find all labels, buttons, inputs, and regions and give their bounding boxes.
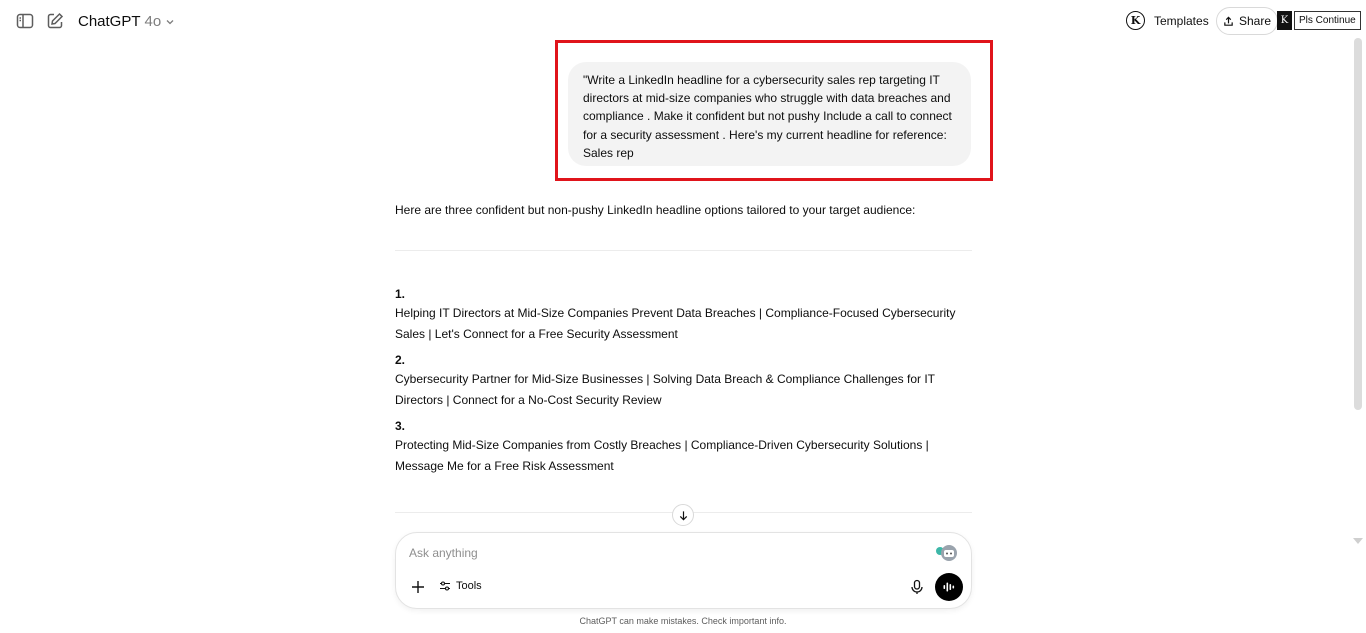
tools-button[interactable] [439,580,482,592]
share-button[interactable] [1216,7,1278,35]
assistant-message [395,201,972,483]
option-text: Protecting Mid-Size Companies from Costly Breaches | Compliance-Driven Cybersecurity Solutions | Message Me for a Free Risk Assessment [395,438,929,473]
scroll-to-bottom-button[interactable] [672,504,694,526]
chevron-down-icon [165,17,175,27]
disclaimer-text: ChatGPT can make mistakes. Check important info. [579,616,787,626]
extension-square-icon[interactable]: K [1277,11,1292,30]
sliders-icon [439,580,451,592]
model-selector[interactable] [78,13,175,30]
composer [395,532,972,609]
scrollbar-down-arrow[interactable] [1353,538,1363,544]
arrow-down-icon [678,510,689,521]
extension-bot-icon[interactable] [931,544,961,562]
share-icon [1223,16,1234,27]
waveform-icon [942,580,956,594]
option-text: Cybersecurity Partner for Mid-Size Businesses | Solving Data Breach & Compliance Challenges for IT Directors | Connect for a No-Cost Security Review [395,372,935,407]
pls-continue-button[interactable]: Pls Continue [1294,11,1361,30]
sidebar-toggle-icon[interactable] [15,11,35,31]
user-message: "Write a LinkedIn headline for a cybersecurity sales rep targeting IT directors at mid-size companies who struggle with data breaches and compliance . Make it confident but not pushy Include a call to connect for a security assessment . Here's my current headline for reference: Sales rep [568,62,971,166]
voice-mode-button[interactable] [935,573,963,601]
model-version: 4o [144,13,162,30]
templates-link[interactable]: Templates [1154,14,1209,28]
extension-k-icon[interactable]: K [1126,11,1145,30]
new-chat-icon[interactable] [45,11,65,31]
option-number: 3. [395,419,406,433]
scrollbar[interactable] [1354,38,1362,410]
microphone-icon[interactable] [910,579,924,595]
prompt-input[interactable] [409,546,909,560]
option-text: Helping IT Directors at Mid-Size Companies Prevent Data Breaches | Compliance-Focused Cybersecurity Sales | Let's Connect for a Free Security Assessment [395,306,956,341]
tools-label: Tools [456,580,482,592]
share-label: Share [1238,14,1272,28]
headline-options-list [395,285,972,477]
option-number: 2. [395,353,406,367]
top-bar [0,0,1366,42]
assistant-intro: Here are three confident but non-pushy LinkedIn headline options tailored to your target audience: [395,203,916,217]
option-number: 1. [395,287,406,301]
divider [395,250,972,251]
plus-icon[interactable] [410,579,426,595]
app-name: ChatGPT [78,13,141,30]
